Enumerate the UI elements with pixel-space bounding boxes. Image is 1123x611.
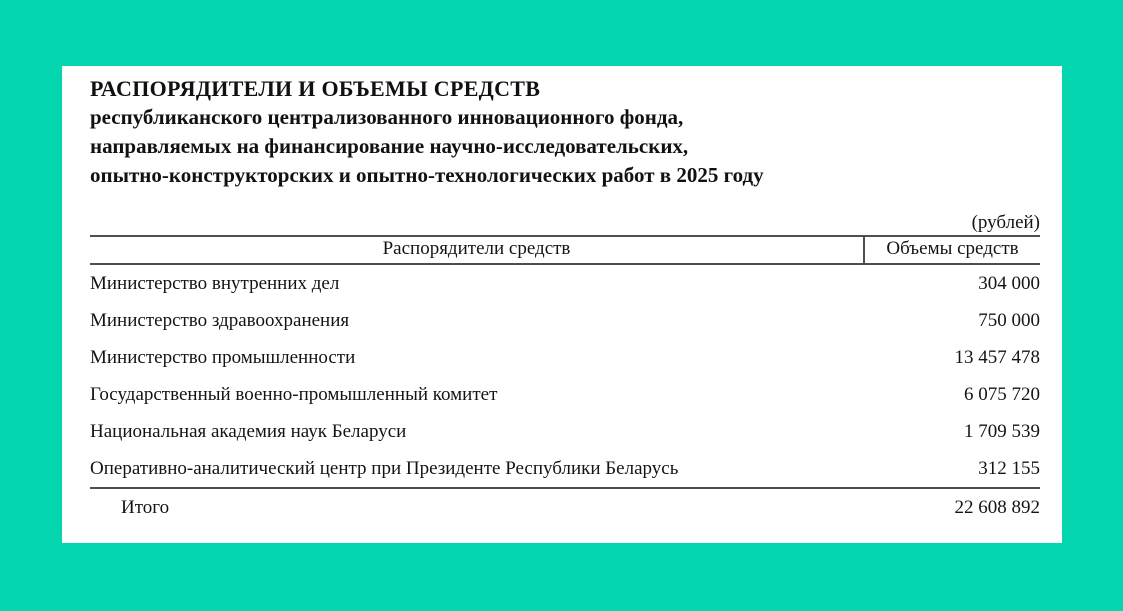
amount-value: 750 000 xyxy=(978,310,1040,331)
total-label: Итого xyxy=(121,497,170,518)
amount-value: 1 709 539 xyxy=(964,421,1040,442)
col-header-amounts: Объемы средств xyxy=(864,236,1040,264)
table-row xyxy=(90,264,1040,302)
title-line-1: РАСПОРЯДИТЕЛИ И ОБЪЕМЫ СРЕДСТВ xyxy=(90,76,541,101)
title-line-3: направляемых на финансирование научно-исследовательских, xyxy=(90,134,689,158)
amount-value: 304 000 xyxy=(978,273,1040,294)
funds-table xyxy=(90,235,1040,526)
total-row xyxy=(90,488,1040,526)
amount-value: 13 457 478 xyxy=(954,347,1040,368)
title-line-2: республиканского централизованного инновационного фонда, xyxy=(90,105,684,129)
col-header-managers: Распорядители средств xyxy=(90,236,864,264)
table-row xyxy=(90,450,1040,488)
header-row xyxy=(90,236,1040,264)
currency-note: (рублей) xyxy=(971,212,1040,233)
amount-value: 6 075 720 xyxy=(964,384,1040,405)
table-row xyxy=(90,302,1040,339)
manager-name: Оперативно-аналитический центр при Президенте Республики Беларусь xyxy=(90,450,864,488)
funds-table-header xyxy=(90,236,1040,264)
table-row xyxy=(90,376,1040,413)
manager-name: Государственный военно-промышленный комитет xyxy=(90,384,498,405)
funds-table-body xyxy=(90,264,1040,526)
manager-name: Министерство здравоохранения xyxy=(90,310,350,331)
amount-value: 312 155 xyxy=(864,450,1040,488)
table-row xyxy=(90,339,1040,376)
manager-name: Министерство промышленности xyxy=(90,347,356,368)
document-title xyxy=(90,74,1040,190)
title-line-4: опытно-конструкторских и опытно-технологических работ в 2025 году xyxy=(90,163,764,187)
manager-name: Национальная академия наук Беларуси xyxy=(90,421,407,442)
table-row xyxy=(90,413,1040,450)
manager-name: Министерство внутренних дел xyxy=(90,273,340,294)
document-card xyxy=(62,66,1062,543)
total-amount: 22 608 892 xyxy=(954,497,1040,518)
